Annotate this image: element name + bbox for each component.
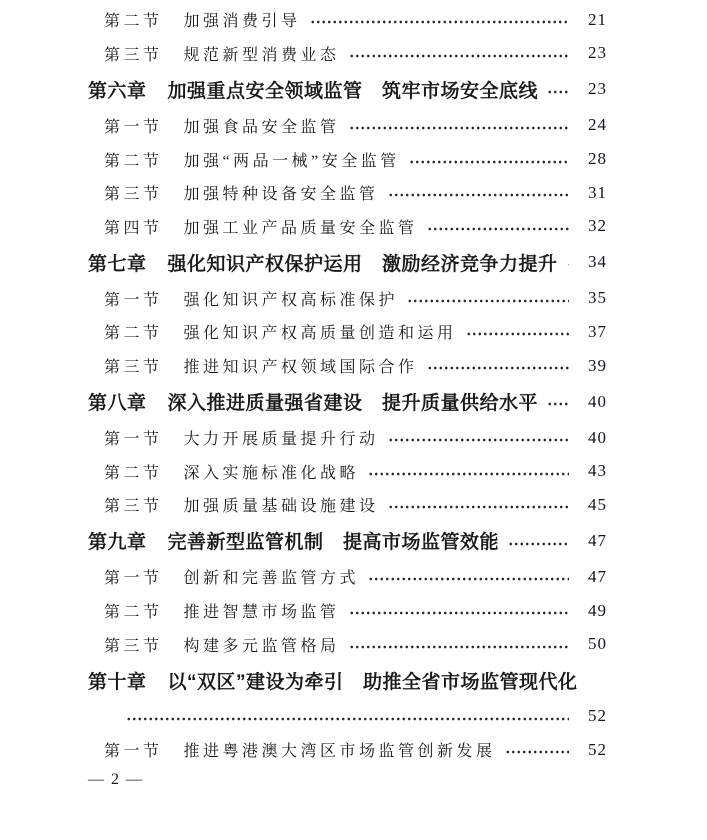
- toc-entry-label: 第二节: [104, 13, 163, 31]
- toc-row-chapter: [0, 522, 707, 561]
- toc-row-section: [0, 209, 707, 243]
- toc-entry-label: 第六章: [88, 80, 147, 102]
- toc-entry-title: 加强食品安全监管: [183, 118, 340, 136]
- toc-entry-label: 第一节: [104, 570, 163, 588]
- toc-entry-label: 第一节: [104, 118, 163, 136]
- toc-row-section: [0, 733, 707, 767]
- toc-entry-title: 加强质量基础设施建设: [183, 498, 379, 516]
- toc-entry-page-number: 40: [588, 427, 607, 447]
- toc-entry-title: 强化知识产权保护运用 激励经济竞争力提升: [167, 253, 558, 275]
- dotted-leader: [508, 522, 569, 561]
- dotted-leader: [388, 176, 569, 210]
- dotted-leader: [567, 243, 569, 282]
- toc-entry-page-number: 37: [588, 321, 607, 341]
- toc-entry-page-number: 34: [588, 252, 607, 272]
- dotted-leader: [547, 382, 569, 421]
- toc-entry-title: 强化知识产权高标准保护: [183, 291, 399, 309]
- dotted-leader: [505, 733, 569, 767]
- toc-entry-page-number: 40: [588, 391, 607, 411]
- toc-entry-page-number: 31: [588, 182, 607, 202]
- toc-entry-title: 深入实施标准化战略: [183, 464, 360, 482]
- toc-row-section: [0, 3, 707, 37]
- dotted-leader: [349, 627, 569, 661]
- toc-row-section: [0, 454, 707, 488]
- toc-entry-label: 第十章: [88, 671, 147, 693]
- dotted-leader: [547, 70, 569, 109]
- toc-entry-page-number: 23: [588, 79, 607, 99]
- toc-row-section: [0, 142, 707, 176]
- dotted-leader: [388, 488, 569, 522]
- toc-entry-title: 以“双区”建设为牵引 助推全省市场监管现代化: [167, 671, 578, 693]
- toc-row-section: [0, 627, 707, 661]
- dotted-leader: [126, 699, 569, 733]
- toc-entry-page-number: 43: [588, 461, 607, 481]
- toc-entry-label: 第一节: [104, 743, 163, 761]
- toc-entry-page-number: 28: [588, 149, 607, 169]
- toc-entry-title: 深入推进质量强省建设 提升质量供给水平: [167, 393, 539, 415]
- toc-entry-label: 第三节: [104, 637, 163, 655]
- toc-entry-page-number: 50: [588, 634, 607, 654]
- toc-row-chapter: [0, 70, 707, 109]
- toc-entry-page-number: 47: [588, 566, 607, 586]
- toc-row-section: [0, 282, 707, 316]
- toc-entry-page-number: 24: [588, 115, 607, 135]
- toc-entry-label: 第一节: [104, 291, 163, 309]
- toc-row-section: [0, 109, 707, 143]
- toc-entry-title: 完善新型监管机制 提高市场监管效能: [167, 532, 500, 554]
- toc-entry-page-number: 52: [588, 706, 607, 726]
- dotted-leader: [466, 315, 569, 349]
- toc-entry-title: 推进知识产权领域国际合作: [183, 359, 418, 377]
- dotted-leader: [368, 454, 569, 488]
- toc-entry-label: 第三节: [104, 498, 163, 516]
- toc-entry-title: 创新和完善监管方式: [183, 570, 360, 588]
- toc-row-chapter: [0, 382, 707, 421]
- toc-row-section: [0, 421, 707, 455]
- toc-entry-label: 第一节: [104, 431, 163, 449]
- toc-entry-page-number: 39: [588, 355, 607, 375]
- toc-entry-label: 第七章: [88, 253, 147, 275]
- toc-entry-title: 推进智慧市场监管: [183, 604, 340, 622]
- dotted-leader: [407, 282, 569, 316]
- toc-entry-label: 第二节: [104, 604, 163, 622]
- dotted-leader: [368, 560, 569, 594]
- toc-entry-label: 第二节: [104, 325, 163, 343]
- dotted-leader: [349, 109, 569, 143]
- toc-row-section: [0, 560, 707, 594]
- toc-entry-title: 加强特种设备安全监管: [183, 186, 379, 204]
- dotted-leader: [388, 421, 569, 455]
- toc-row-chapter_title: [0, 661, 707, 700]
- toc-entry-page-number: 32: [588, 216, 607, 236]
- toc-entry-page-number: 45: [588, 494, 607, 514]
- toc-row-chapter: [0, 243, 707, 282]
- toc-entry-label: 第八章: [88, 393, 147, 415]
- toc-row-section: [0, 594, 707, 628]
- toc-entry-title: 加强消费引导: [183, 13, 301, 31]
- toc-row-section: [0, 37, 707, 71]
- toc-entry-label: 第二节: [104, 152, 163, 170]
- toc-entry-title: 加强工业产品质量安全监管: [183, 219, 418, 237]
- toc-entry-title: 推进粤港澳大湾区市场监管创新发展: [183, 743, 496, 761]
- toc-row-section: [0, 488, 707, 522]
- toc-entry-page-number: 23: [588, 43, 607, 63]
- toc-row-section: [0, 176, 707, 210]
- dotted-leader: [427, 349, 569, 383]
- toc-entry-label: 第三节: [104, 186, 163, 204]
- toc-entry-page-number: 35: [588, 288, 607, 308]
- dotted-leader: [349, 37, 569, 71]
- toc-entry-title: 加强重点安全领域监管 筑牢市场安全底线: [167, 80, 539, 102]
- toc-entry-title: 加强“两品一械”安全监管: [183, 152, 400, 170]
- toc-row-leader_line: [0, 699, 707, 733]
- page-number-footer: — 2 —: [88, 770, 144, 788]
- dotted-leader: [409, 142, 569, 176]
- toc-row-section: [0, 315, 707, 349]
- toc-entry-label: 第三节: [104, 359, 163, 377]
- toc-entry-page-number: 52: [588, 739, 607, 759]
- dotted-leader: [349, 594, 569, 628]
- toc-entry-label: 第二节: [104, 464, 163, 482]
- toc-entry-label: 第四节: [104, 219, 163, 237]
- dotted-leader: [427, 209, 569, 243]
- toc-entry-label: 第三节: [104, 46, 163, 64]
- dotted-leader: [310, 3, 569, 37]
- toc-entry-label: 第九章: [88, 532, 147, 554]
- toc-entry-title: 强化知识产权高质量创造和运用: [183, 325, 457, 343]
- toc-entry-page-number: 49: [588, 600, 607, 620]
- toc-row-section: [0, 349, 707, 383]
- toc-entry-page-number: 21: [588, 9, 607, 29]
- toc-entry-title: 构建多元监管格局: [183, 637, 340, 655]
- toc-entry-title: 规范新型消费业态: [183, 46, 340, 64]
- toc-entry-page-number: 47: [588, 530, 607, 550]
- toc-entry-title: 大力开展质量提升行动: [183, 431, 379, 449]
